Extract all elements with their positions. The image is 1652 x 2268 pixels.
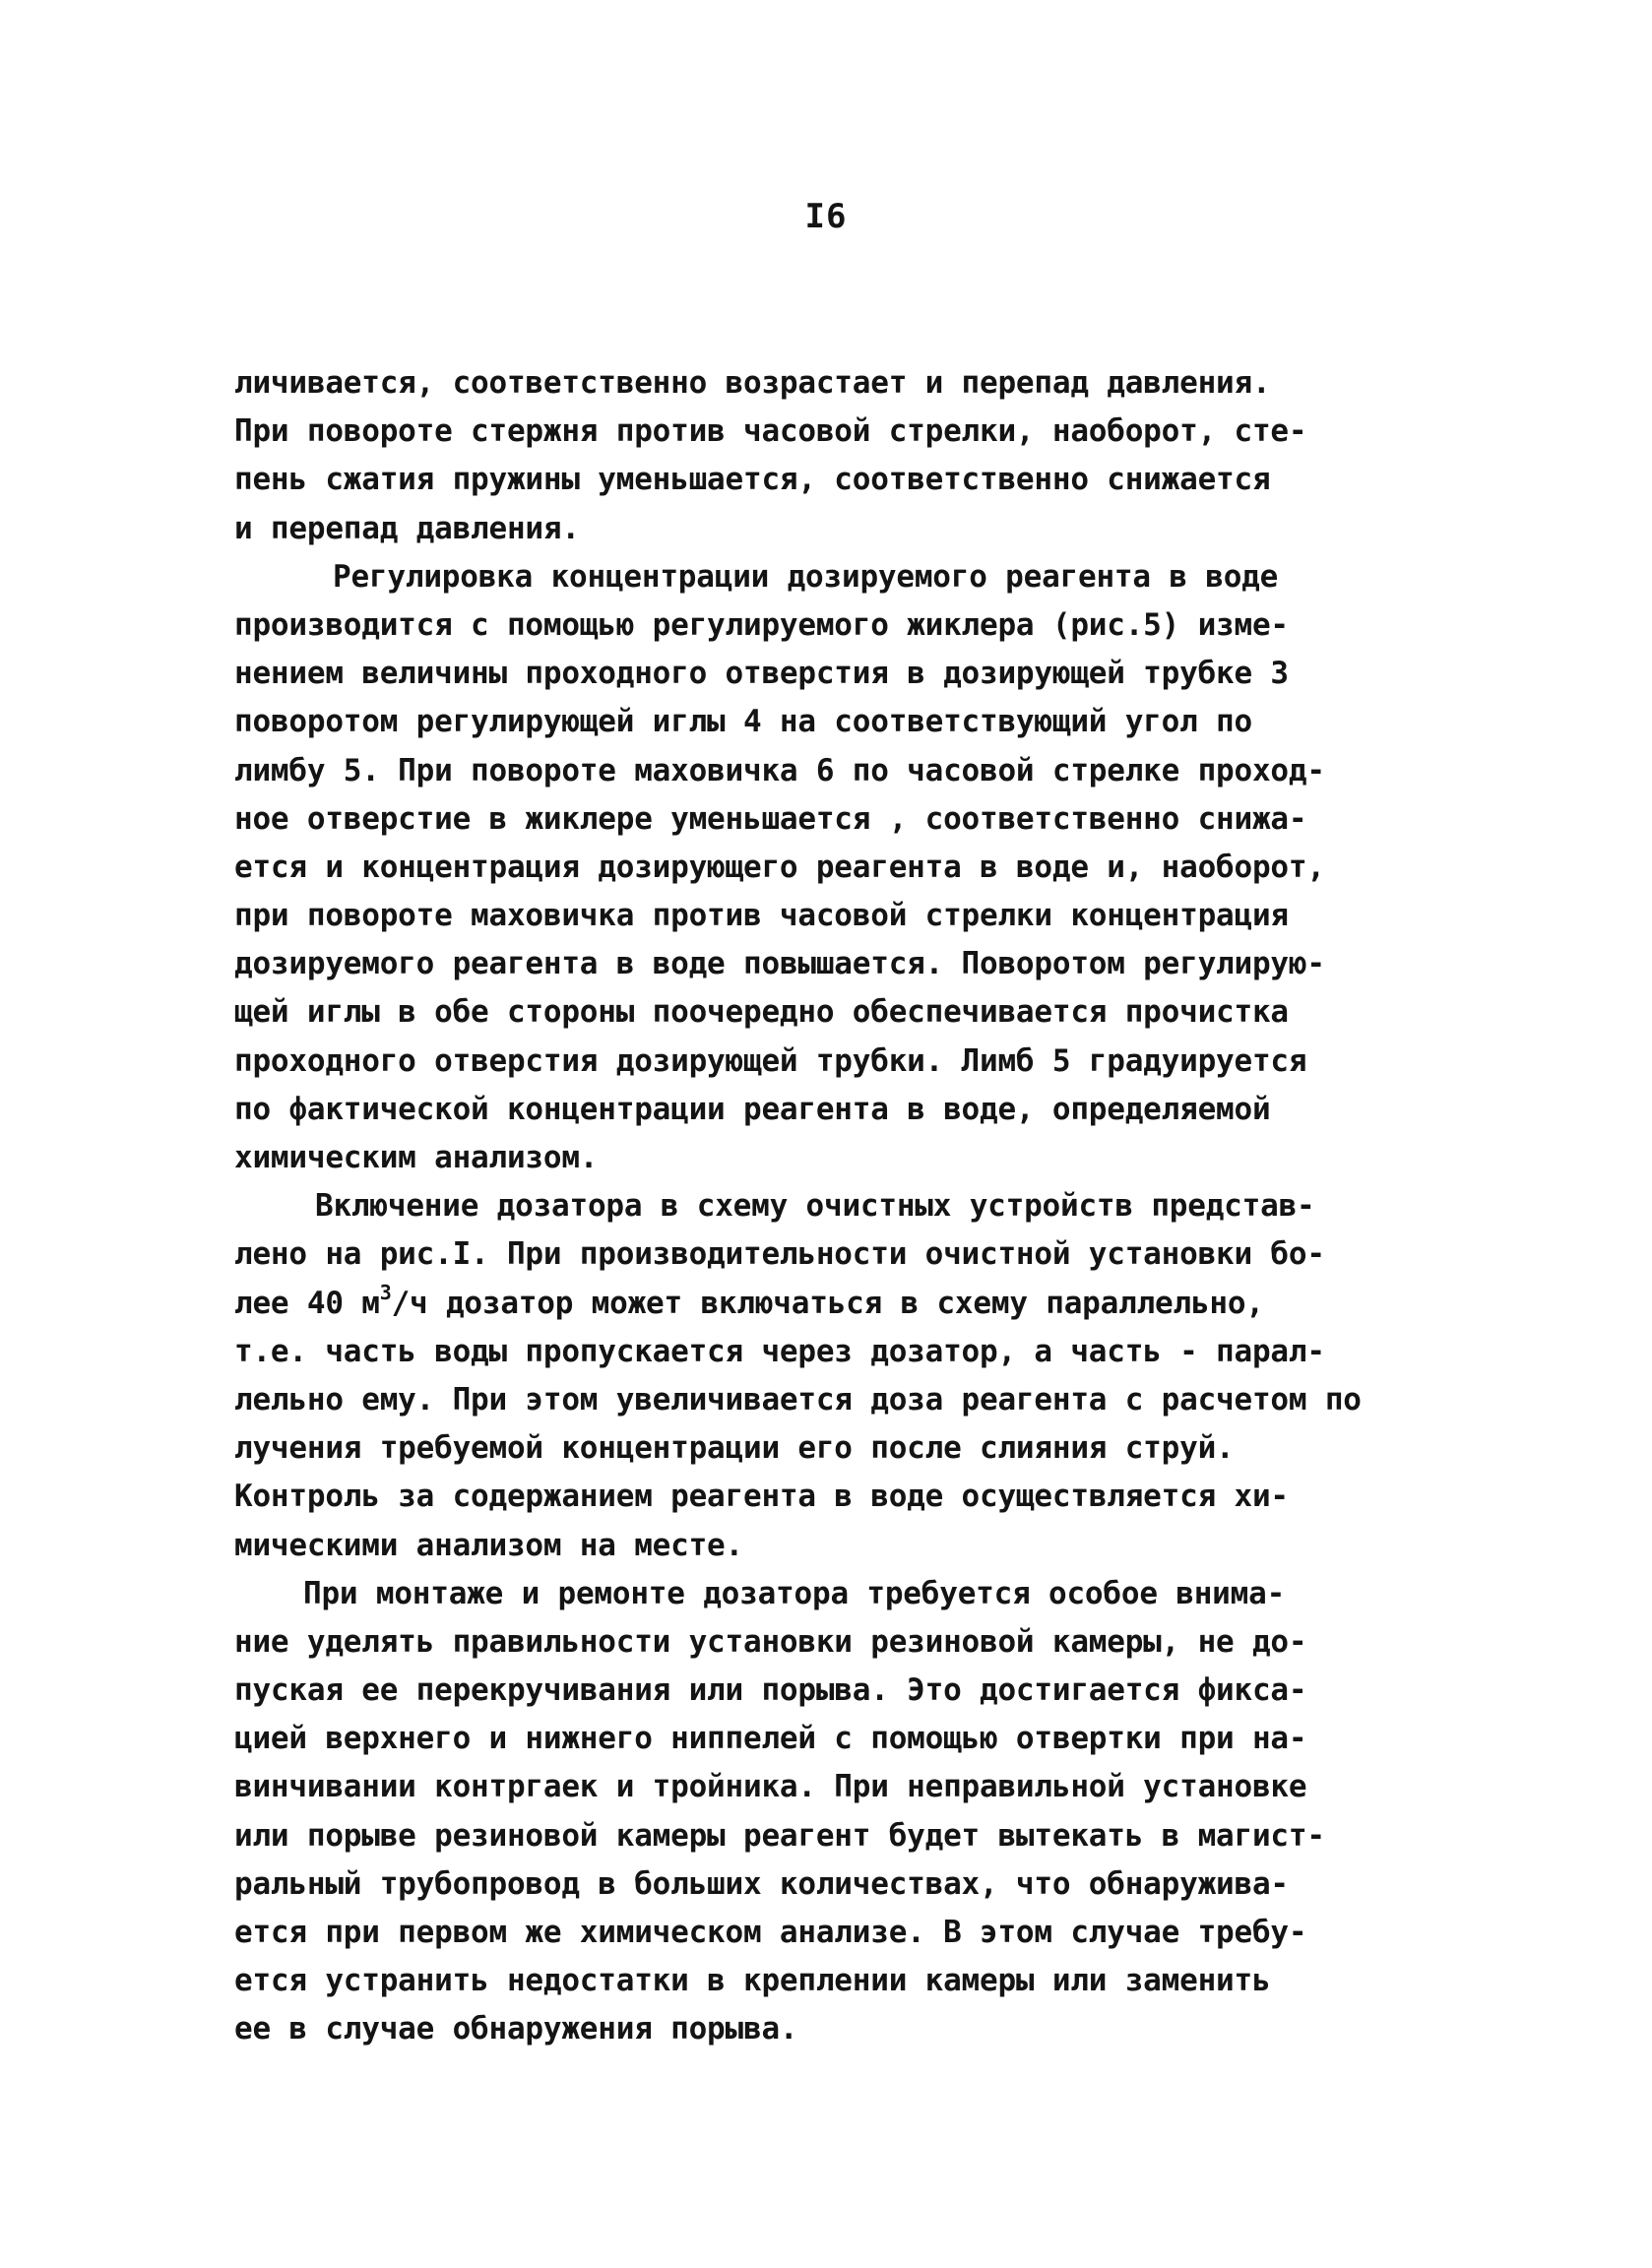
text-line: производится с помощью регулируемого жиклера (рис.5) изме- xyxy=(234,606,1289,643)
text-line: или порыве резиновой камеры реагент будет вытекать в магист- xyxy=(234,1817,1325,1854)
text-line: щей иглы в обе стороны поочередно обеспечивается прочистка xyxy=(234,994,1289,1031)
text-line: При монтаже и ремонте дозатора требуется особое внима- xyxy=(303,1575,1286,1611)
body-text xyxy=(234,359,1514,2054)
text-line: винчивании контргаек и тройника. При неправильной установке xyxy=(234,1769,1307,1805)
text-line: цией верхнего и нижнего ниппелей с помощью отвертки при на- xyxy=(234,1721,1307,1757)
text-line: При повороте стержня против часовой стрелки, наоборот, сте- xyxy=(234,413,1307,450)
text-line: т.е. часть воды пропускается через дозатор, а часть - парал- xyxy=(234,1333,1325,1369)
superscript: 3 xyxy=(379,1280,392,1304)
text-line: мическими анализом на месте. xyxy=(234,1527,743,1563)
text-line: при повороте маховичка против часовой стрелки концентрация xyxy=(234,898,1289,934)
text-line: ние уделять правильности установки резиновой камеры, не до- xyxy=(234,1623,1307,1660)
text-line: ется и концентрация дозирующего реагента в воде и, наоборот, xyxy=(234,849,1325,885)
text-line: химическим анализом. xyxy=(234,1140,599,1175)
text-line: и перепад давления. xyxy=(234,510,580,546)
text-fragment: лее 40 м xyxy=(234,1285,380,1321)
text-line: личивается, соответственно возрастает и перепад давления. xyxy=(234,365,1271,401)
text-line: ется устранить недостатки в креплении камеры или заменить xyxy=(234,1963,1271,1999)
text-line: пень сжатия пружины уменьшается, соответственно снижается xyxy=(234,462,1271,498)
text-line: по фактической концентрации реагента в воде, определяемой xyxy=(234,1091,1271,1127)
text-line: нением величины проходного отверстия в дозирующей трубке 3 xyxy=(234,656,1289,692)
text-line: Контроль за содержанием реагента в воде осуществляется хи- xyxy=(234,1479,1289,1515)
text-line xyxy=(234,1280,1514,1328)
text-line: Включение дозатора в схему очистных устройств представ- xyxy=(315,1188,1315,1225)
text-line: поворотом регулирующей иглы 4 на соответствующий угол по xyxy=(234,704,1252,740)
text-line: пуская ее перекручивания или порыва. Это достигается фикса- xyxy=(234,1672,1307,1709)
text-line: ральный трубопровод в больших количествах, что обнаружива- xyxy=(234,1865,1289,1902)
text-line: дозируемого реагента в воде повышается. Поворотом регулирую- xyxy=(234,946,1325,982)
text-line: ее в случае обнаружения порыва. xyxy=(234,2011,798,2048)
text-line: лельно ему. При этом увеличивается доза реагента с расчетом по xyxy=(234,1381,1362,1418)
text-line: лучения требуемой концентрации его после слияния струй. xyxy=(234,1430,1235,1467)
text-line: проходного отверстия дозирующей трубки. Лимб 5 градуируется xyxy=(234,1042,1307,1079)
text-line: Регулировка концентрации дозируемого реагента в воде xyxy=(333,558,1279,595)
page-number: I6 xyxy=(804,197,848,236)
text-line: лимбу 5. При повороте маховичка 6 по часовой стрелке проход- xyxy=(234,752,1325,788)
text-line: ется при первом же химическом анализе. В этом случае требу- xyxy=(234,1915,1307,1950)
text-line: ное отверстие в жиклере уменьшается , соответственно снижа- xyxy=(234,800,1307,837)
text-line: лено на рис.I. При производительности очистной установки бо- xyxy=(234,1236,1325,1273)
text-fragment: /ч дозатор может включаться в схему параллельно, xyxy=(391,1285,1264,1321)
